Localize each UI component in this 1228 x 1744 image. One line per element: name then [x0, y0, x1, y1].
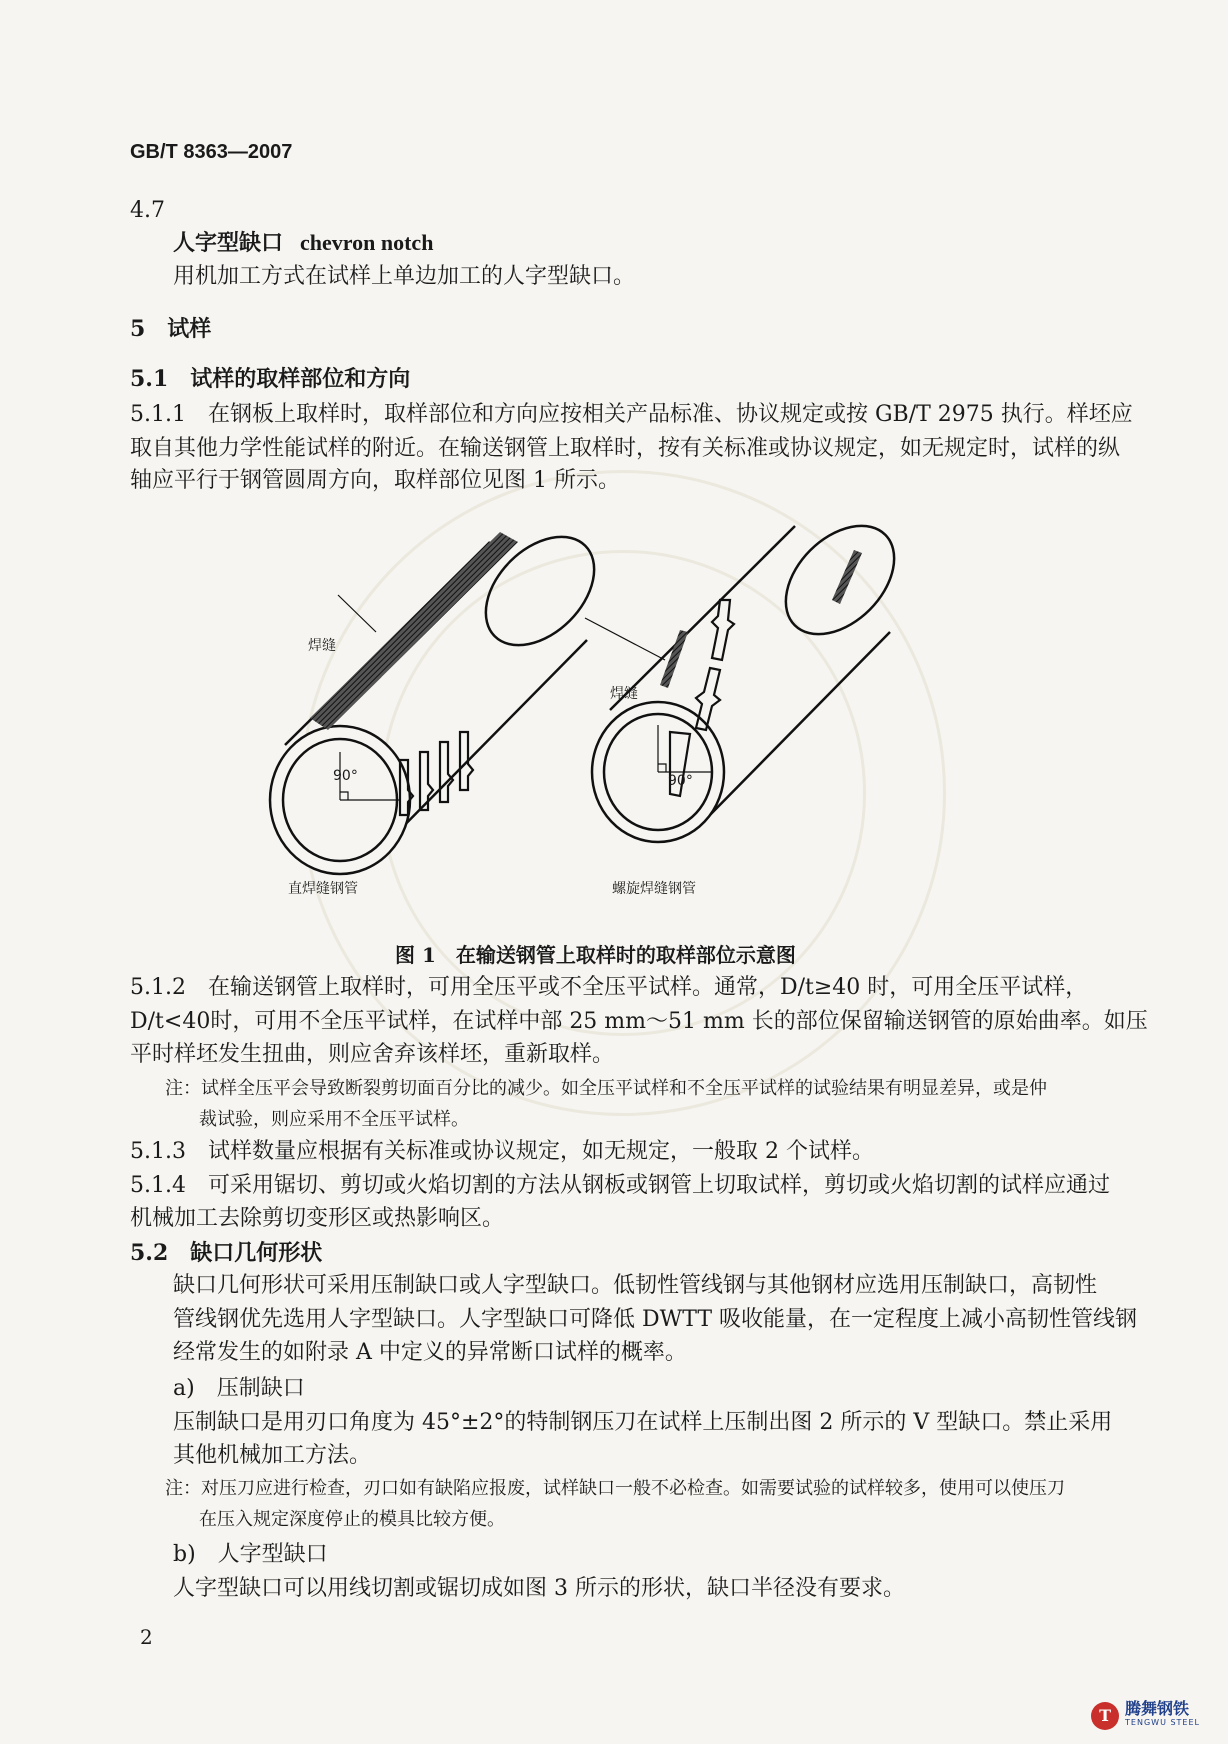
para-5-1-1-line1: 5.1.1 在钢板上取样时，取样部位和方向应按相关产品标准、协议规定或按 GB/T 2975 执行。样坯应 — [130, 402, 1133, 427]
weld-seam-spiral-2 — [832, 550, 862, 604]
item-b-line1: 人字型缺口可以用线切割或锯切成如图 3 所示的形状，缺口半径没有要求。 — [173, 1576, 905, 1601]
tengwu-logo — [1091, 1699, 1200, 1730]
item-a-line2: 其他机械加工方法。 — [173, 1443, 372, 1468]
section-5-2-heading: 5.2 缺口几何形状 — [130, 1240, 323, 1266]
para-5-2-line2: 管线钢优先选用人字型缺口。人字型缺口可降低 DWTT 吸收能量，在一定程度上减小高韧性管线钢 — [173, 1307, 1137, 1332]
weld-seam-left — [310, 532, 518, 730]
weld-label-right: 焊缝 — [610, 686, 638, 702]
caption-straight-pipe: 直焊缝钢管 — [288, 881, 358, 897]
logo-cn: 腾舞钢铁 — [1125, 1699, 1190, 1718]
term-definition: 用机加工方式在试样上单边加工的人字型缺口。 — [173, 264, 636, 289]
term-english: chevron notch — [300, 230, 434, 255]
note-5-2-line2: 在压入规定深度停止的模具比较方便。 — [199, 1509, 505, 1530]
item-b-label: b) 人字型缺口 — [173, 1542, 328, 1567]
section-4-7-number: 4.7 — [130, 198, 165, 223]
para-5-1-3: 5.1.3 试样数量应根据有关标准或协议规定，如无规定，一般取 2 个试样。 — [130, 1139, 874, 1164]
logo-en: TENGWU STEEL — [1125, 1718, 1200, 1727]
para-5-1-4-line1: 5.1.4 可采用锯切、剪切或火焰切割的方法从钢板或钢管上切取试样，剪切或火焰切割的试样应通过 — [130, 1173, 1110, 1198]
para-5-1-2-line2: D/t<40时，可用不全压平试样，在试样中部 25 mm～51 mm 长的部位保留输送钢管的原始曲率。如压 — [130, 1009, 1148, 1034]
item-a-line1: 压制缺口是用刃口角度为 45°±2°的特制钢压刀在试样上压制出图 2 所示的 V 型缺口。禁止采用 — [173, 1410, 1113, 1435]
para-5-1-1-line2: 取自其他力学性能试样的附近。在输送钢管上取样时，按有关标准或协议规定，如无规定时，试样的纵 — [130, 436, 1121, 461]
angle-label-right: 90° — [668, 773, 693, 789]
para-5-1-4-line2: 机械加工去除剪切变形区或热影响区。 — [130, 1206, 505, 1231]
note-5-1-2-line1: 注：试样全压平会导致断裂剪切面百分比的减少。如全压平试样和不全压平试样的试验结果有明显差异，或是仲 — [165, 1078, 1047, 1099]
logo-mark-icon: T — [1091, 1702, 1119, 1730]
para-5-2-line3: 经常发生的如附录 A 中定义的异常断口试样的概率。 — [173, 1340, 687, 1365]
item-a-label: a) 压制缺口 — [173, 1376, 305, 1401]
para-5-1-2-line1: 5.1.2 在输送钢管上取样时，可用全压平或不全压平试样。通常，D/t≥40 时，可用全压平试样， — [130, 975, 1088, 1000]
weld-label-left: 焊缝 — [308, 638, 336, 654]
note-5-1-2-line2: 裁试验，则应采用不全压平试样。 — [199, 1109, 469, 1130]
para-5-1-2-line3: 平时样坯发生扭曲，则应舍弃该样坯，重新取样。 — [130, 1042, 615, 1067]
figure-1-pipes — [250, 520, 990, 900]
note-5-2-line1: 注：对压刀应进行检查，刃口如有缺陷应报废，试样缺口一般不必检查。如需要试验的试样较多，使用可以使压刀 — [165, 1478, 1065, 1499]
caption-spiral-pipe: 螺旋焊缝钢管 — [612, 881, 696, 897]
page-number: 2 — [140, 1625, 153, 1649]
section-5-1-heading: 5.1 试样的取样部位和方向 — [130, 366, 411, 392]
para-5-1-1-line3: 轴应平行于钢管圆周方向，取样部位见图 1 所示。 — [130, 468, 620, 493]
term-chinese: 人字型缺口 — [173, 230, 284, 256]
straight-seam-pipe — [270, 520, 615, 874]
angle-label-left: 90° — [333, 768, 358, 784]
weld-leader-left — [338, 595, 376, 632]
standard-number: GB/T 8363—2007 — [130, 141, 293, 163]
figure-1-caption: 图 1 在输送钢管上取样时的取样部位示意图 — [395, 943, 796, 967]
spiral-seam-pipe — [592, 520, 915, 842]
weld-leader-right — [585, 618, 665, 660]
para-5-2-line1: 缺口几何形状可采用压制缺口或人字型缺口。低韧性管线钢与其他钢材应选用压制缺口，高韧性 — [173, 1273, 1098, 1298]
section-5-heading: 5 试样 — [130, 316, 212, 342]
